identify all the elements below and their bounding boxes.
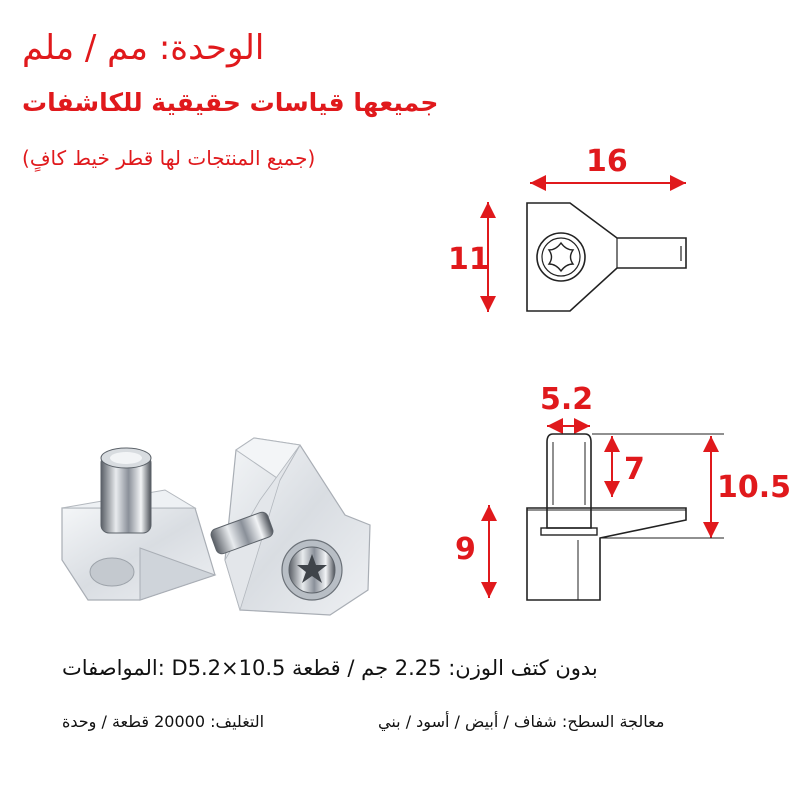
width-label: 16 — [586, 144, 628, 179]
spec-line: المواصفات: D5.2×10.5 بدون كتف الوزن: 2.25 جم / قطعة — [62, 656, 598, 680]
base-height-label: 9 — [455, 532, 476, 567]
top-view-drawing — [488, 183, 686, 312]
pin-diameter-label: 5.2 — [540, 382, 594, 417]
packaging-line: التغليف: 20000 قطعة / وحدة — [62, 712, 265, 731]
unit-title: الوحدة: مم / ملم — [22, 28, 265, 68]
shelf-pin-right — [209, 438, 370, 615]
thread-note: (جميع المنتجات لها قطر خيط كافٍ) — [22, 146, 316, 170]
total-height-label: 10.5 — [717, 470, 792, 505]
flange-outline — [541, 528, 597, 535]
side-view-drawing — [489, 426, 724, 600]
measurement-note: جميعها قياسات حقيقية للكاشفات — [22, 88, 439, 117]
shelf-pin-left — [62, 448, 215, 600]
base-outline — [527, 508, 686, 600]
screw-head-circle — [537, 233, 585, 281]
torx-icon — [549, 243, 573, 271]
pin-height-label: 7 — [624, 452, 645, 487]
surface-treatment-line: معالجة السطح: شفاف / أبيض / أسود / بني — [378, 712, 665, 731]
product-photo — [62, 438, 370, 615]
pin-outline — [547, 434, 591, 528]
height-label: 11 — [448, 242, 490, 277]
